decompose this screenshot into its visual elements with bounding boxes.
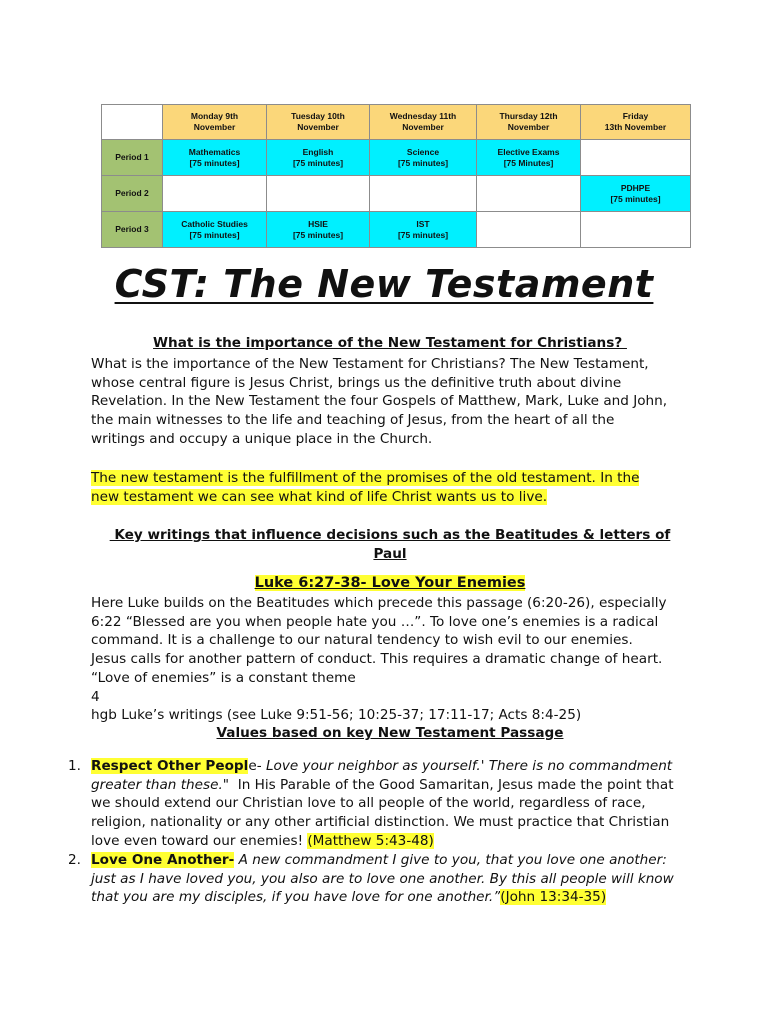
timetable-corner-cell [102,105,163,140]
empty-cell [370,176,477,212]
exam-cell: PDHPE [75 minutes] [581,176,691,212]
value-quote: A new commandment I give to you, that you love one another: just as I have loved you, you also are to love one another. By this all people will know that you are my disciples, if you have love for one another.” [91,852,679,906]
value-title: Love One Another- [91,852,235,868]
exam-cell: Elective Exams [75 Minutes] [477,140,581,176]
empty-cell [581,212,691,248]
empty-cell [163,176,267,212]
list-number: 2. [68,852,81,868]
paragraph-line: 6:22 “Blessed are you when people hate you …”. To love one’s enemies is a radical [91,613,659,630]
paragraph-line: hgb Luke’s writings (see Luke 9:51-56; 10:25-37; 17:11-17; Acts 8:4-25) [91,707,582,724]
intro-paragraph [91,355,689,449]
timetable-row-period-2 [102,176,691,212]
section-heading-importance [91,334,689,353]
paragraph-line: 4 [91,688,100,705]
section-heading-values [91,724,689,743]
heading-text: Paul [373,545,407,562]
luke-paragraph [91,594,689,725]
paragraph-line: Jesus calls for another pattern of conduct. This requires a dramatic change of heart. [91,651,663,668]
paragraph-line: the main witnesses to the life and teaching of Jesus, from the heart of all the [91,412,615,429]
value-title: Respect Other Peopl [91,758,249,774]
paragraph-line: Here Luke builds on the Beatitudes which precede this passage (6:20-26), especially [91,595,667,611]
highlighted-paragraph [91,469,689,506]
exam-cell: HSIE [75 minutes] [267,212,370,248]
scripture-reference: (John 13:34-35) [500,889,607,906]
heading-text: Values based on key New Testament Passage [216,725,564,741]
period-label: Period 3 [102,212,163,248]
day-header-monday: Monday 9th November [163,105,267,140]
empty-cell [477,176,581,212]
exam-cell: Catholic Studies [75 minutes] [163,212,267,248]
timetable-header-row [102,105,691,140]
heading-text: Luke 6:27-38- Love Your Enemies [254,575,526,591]
empty-cell [267,176,370,212]
value-dash: - [256,758,266,774]
day-header-wednesday: Wednesday 11th November [370,105,477,140]
timetable-row-period-1 [102,140,691,176]
heading-text: What is the importance of the New Testament for Christians? [153,335,627,351]
paragraph-line: What is the importance of the New Testament for Christians? The New Testament, [91,356,649,372]
paragraph-line: command. It is a challenge to our natural tendency to wish evil to our enemies. [91,632,633,649]
document-title: CST: The New Testament [114,262,654,306]
exam-cell: Science [75 minutes] [370,140,477,176]
timetable-row-period-3 [102,212,691,248]
value-quote: Love your neighbor as yourself.' There is no commandment greater than these." [91,758,673,793]
value-item-respect [68,757,689,851]
luke-passage-heading [91,574,689,593]
value-title-tail: e [248,758,257,774]
list-number: 1. [68,758,81,774]
heading-text: Key writings that influence decisions such as the Beatitudes & letters of [109,527,671,543]
period-label: Period 1 [102,140,163,176]
period-label: Period 2 [102,176,163,212]
paragraph-line: “Love of enemies” is a constant theme [91,669,356,686]
paragraph-line: writings and occupy a unique place in the Church. [91,430,433,447]
value-body: In His Parable of the Good Samaritan, Jesus made the point that we should extend our Christian love to all people of the world, regardless of race, religion, nationality or any other artificial distinction. We must practice that Christian love even toward our enemies! [91,776,678,849]
exam-cell: IST [75 minutes] [370,212,477,248]
scripture-reference: (Matthew 5:43-48) [307,832,434,849]
value-item-love [68,851,689,907]
day-header-friday: Friday 13th November [581,105,691,140]
highlighted-line: new testament we can see what kind of life Christ wants us to live. [91,488,548,505]
empty-cell [581,140,691,176]
section-heading-key-writings [91,526,689,563]
empty-cell [477,212,581,248]
exam-cell: English [75 minutes] [267,140,370,176]
paragraph-line: whose central figure is Jesus Christ, brings us the definitive truth about divine [91,374,622,391]
day-header-thursday: Thursday 12th November [477,105,581,140]
exam-cell: Mathematics [75 minutes] [163,140,267,176]
highlighted-line: The new testament is the fulfillment of the promises of the old testament. In the [91,470,640,486]
day-header-tuesday: Tuesday 10th November [267,105,370,140]
exam-timetable [101,104,691,248]
paragraph-line: Revelation. In the New Testament the four Gospels of Matthew, Mark, Luke and John, [91,393,668,410]
